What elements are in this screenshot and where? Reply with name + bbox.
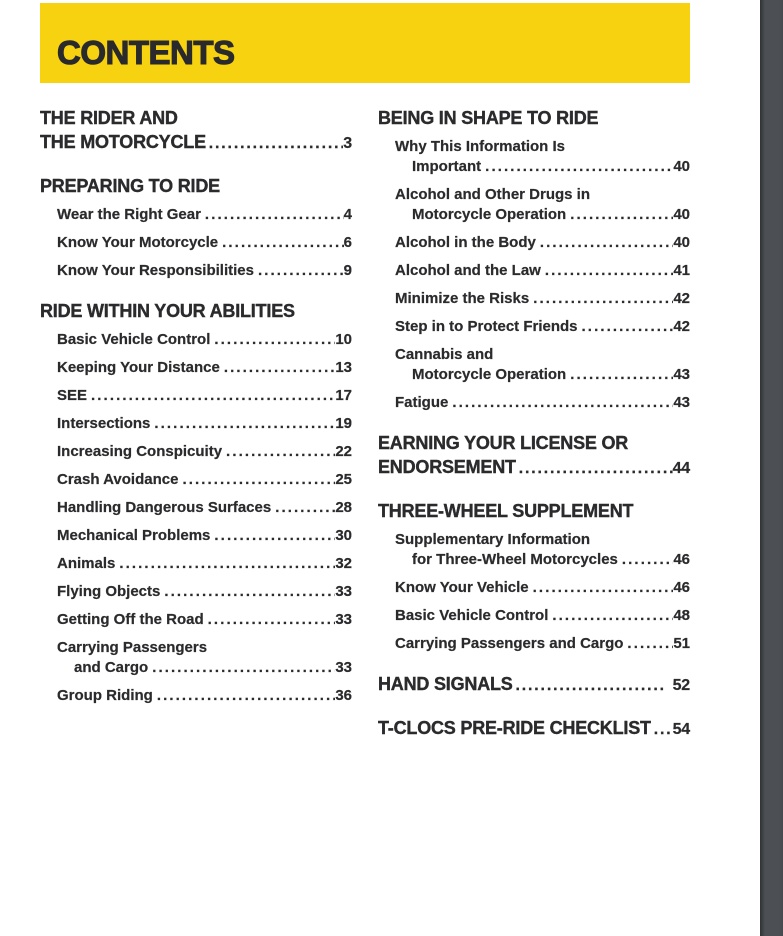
heading-text: EARNING YOUR LICENSE OR (378, 433, 629, 453)
page-number: 33 (335, 611, 352, 628)
dot-leader (214, 526, 335, 546)
page-number: 28 (335, 499, 352, 516)
entry-row (40, 205, 352, 225)
toc-section-heading (40, 174, 352, 198)
entry-text: Cannabis and (395, 346, 494, 363)
toc-entry (40, 526, 352, 546)
page-number: 13 (335, 359, 352, 376)
entry-text: for Three-Wheel Motorcycles (412, 551, 618, 568)
dot-leader (533, 578, 674, 598)
toc-section-heading (378, 499, 690, 523)
page-number: 42 (673, 318, 690, 335)
entry-text: Basic Vehicle Control (395, 607, 549, 624)
entry-text: SEE (57, 387, 88, 404)
entry-row (378, 578, 690, 598)
dot-leader (224, 358, 335, 378)
dot-leader (516, 674, 665, 698)
entry-row (40, 610, 352, 630)
entry-text: Flying Objects (57, 583, 161, 600)
page-number: 40 (673, 234, 690, 251)
toc-section (378, 716, 690, 742)
entry-text: Minimize the Risks (395, 290, 530, 307)
entry-row (40, 498, 352, 518)
toc-section (40, 106, 352, 156)
dot-leader (91, 386, 335, 406)
toc-entry (40, 386, 352, 406)
toc-entry (40, 638, 352, 678)
toc-section-heading (40, 299, 352, 323)
contents-banner (40, 3, 690, 83)
dot-leader (570, 205, 673, 225)
toc-entry (378, 261, 690, 281)
dot-leader (582, 317, 674, 337)
toc-entry (40, 554, 352, 574)
entry-row (40, 414, 352, 434)
page-number: 52 (672, 677, 690, 694)
entry-row (378, 365, 690, 385)
entry-row (378, 634, 690, 654)
page-number: 46 (673, 551, 690, 568)
page-number: 40 (673, 206, 690, 223)
dot-leader (214, 330, 335, 350)
entry-text: Intersections (57, 415, 151, 432)
entry-row (378, 317, 690, 337)
page-number: 51 (673, 635, 690, 652)
dot-leader (182, 470, 335, 490)
toc-entry (40, 205, 352, 225)
entry-text: Alcohol and the Law (395, 262, 541, 279)
toc-section (378, 431, 690, 481)
entry-row (40, 470, 352, 490)
dot-leader (154, 414, 335, 434)
dot-leader (519, 457, 673, 481)
page-number: 22 (335, 443, 352, 460)
toc-section (40, 299, 352, 706)
dot-leader (119, 554, 335, 574)
toc-entries (378, 530, 690, 654)
toc-section-heading (378, 455, 690, 481)
entry-text: Step in to Protect Friends (395, 318, 578, 335)
page-number: 9 (343, 262, 352, 279)
toc-section (378, 499, 690, 654)
page-number: 30 (335, 527, 352, 544)
entry-text: Increasing Conspicuity (57, 443, 223, 460)
dot-leader (208, 610, 336, 630)
dot-leader (222, 233, 344, 253)
toc-section (378, 672, 690, 698)
dot-leader (622, 550, 673, 570)
page-number: 43 (673, 366, 690, 383)
dot-leader (627, 634, 673, 654)
entry-text: Alcohol and Other Drugs in (395, 186, 591, 203)
toc-entries (40, 205, 352, 281)
toc-entry (40, 358, 352, 378)
dot-leader (533, 289, 673, 309)
dot-leader (226, 442, 335, 462)
entry-row (40, 582, 352, 602)
entry-row (378, 157, 690, 177)
page-number: 33 (335, 659, 352, 676)
entry-text: Keeping Your Distance (57, 359, 220, 376)
toc-entry (378, 317, 690, 337)
page-number: 3 (343, 135, 352, 152)
entry-row (40, 261, 352, 281)
entry-text: Fatigue (395, 394, 449, 411)
toc-section (378, 106, 690, 413)
heading-text: PREPARING TO RIDE (40, 176, 220, 196)
dot-leader (157, 686, 335, 706)
toc-entry (40, 470, 352, 490)
entry-text: Why This Information Is (395, 138, 566, 155)
toc-section-heading (40, 106, 352, 130)
toc-entry (378, 233, 690, 253)
page-title: CONTENTS (57, 33, 235, 71)
page-number: 17 (335, 387, 352, 404)
toc-entry (40, 686, 352, 706)
entry-row (378, 261, 690, 281)
toc-entry (40, 582, 352, 602)
entry-row (378, 606, 690, 626)
page-number: 19 (335, 415, 352, 432)
toc-section-heading (378, 672, 690, 698)
toc-entry (40, 233, 352, 253)
toc-entry (378, 137, 690, 177)
entry-text: Crash Avoidance (57, 471, 179, 488)
entry-row (40, 526, 352, 546)
toc-entry (378, 185, 690, 225)
entry-text: Getting Off the Road (57, 611, 204, 628)
entry-text: and Cargo (74, 659, 149, 676)
entry-text: Important (412, 158, 482, 175)
dot-leader (545, 261, 673, 281)
toc-entry (378, 393, 690, 413)
heading-text: THE RIDER AND (40, 108, 178, 128)
toc-entry (40, 610, 352, 630)
toc-entry (378, 606, 690, 626)
page-number: 6 (343, 234, 352, 251)
entry-text: Mechanical Problems (57, 527, 211, 544)
page-number: 40 (673, 158, 690, 175)
book-gutter-strip (760, 0, 783, 936)
entry-text: Carrying Passengers and Cargo (395, 635, 624, 652)
entry-row (40, 554, 352, 574)
page-number: 46 (673, 579, 690, 596)
entry-text: Know Your Vehicle (395, 579, 529, 596)
toc-entries (378, 137, 690, 413)
heading-text: RIDE WITHIN YOUR ABILITIES (40, 301, 295, 321)
entry-row (40, 442, 352, 462)
entry-text: Wear the Right Gear (57, 206, 201, 223)
dot-leader (205, 205, 344, 225)
heading-text: THE MOTORCYCLE (40, 132, 206, 152)
dot-leader (485, 157, 673, 177)
page-number: 43 (673, 394, 690, 411)
heading-text: ENDORSEMENT (378, 457, 516, 477)
entry-row (40, 330, 352, 350)
entry-row (378, 289, 690, 309)
toc-entry (40, 330, 352, 350)
toc-entry (40, 498, 352, 518)
heading-text: HAND SIGNALS (378, 674, 513, 694)
entry-text: Know Your Motorcycle (57, 234, 219, 251)
heading-text: THREE-WHEEL SUPPLEMENT (378, 501, 634, 521)
toc-entry (40, 261, 352, 281)
page-number: 36 (335, 687, 352, 704)
page-number: 32 (335, 555, 352, 572)
entry-text: Animals (57, 555, 116, 572)
toc-section-heading (378, 431, 690, 455)
toc-section-heading (378, 716, 690, 742)
toc-column (40, 106, 352, 742)
entry-row (40, 233, 352, 253)
dot-leader (540, 233, 673, 253)
dot-leader (164, 582, 335, 602)
dot-leader (452, 393, 673, 413)
entry-row (378, 550, 690, 570)
toc-column (378, 106, 690, 742)
dot-leader (275, 498, 335, 518)
page-number: 33 (335, 583, 352, 600)
dot-leader (209, 132, 343, 156)
entry-text: Supplementary Information (395, 531, 591, 548)
entry-row (378, 233, 690, 253)
toc-entry (40, 414, 352, 434)
page-number: 41 (673, 262, 690, 279)
toc-entry (378, 578, 690, 598)
toc-section (40, 174, 352, 281)
entry-row (40, 358, 352, 378)
entry-text: Handling Dangerous Surfaces (57, 499, 272, 516)
page-number: 42 (673, 290, 690, 307)
page-number: 4 (343, 206, 352, 223)
table-of-contents (40, 106, 690, 742)
toc-entry (378, 634, 690, 654)
toc-entry (40, 442, 352, 462)
toc-entry (378, 345, 690, 385)
entry-text: Know Your Responsibilities (57, 262, 254, 279)
dot-leader (258, 261, 344, 281)
dot-leader (552, 606, 673, 626)
heading-text: BEING IN SHAPE TO RIDE (378, 108, 599, 128)
page-number: 25 (335, 471, 352, 488)
page-number: 10 (335, 331, 352, 348)
toc-section-heading (40, 130, 352, 156)
dot-leader (152, 658, 335, 678)
entry-text: Motorcycle Operation (412, 206, 567, 223)
entry-text: Group Riding (57, 687, 153, 704)
toc-entry (378, 289, 690, 309)
page-number: 54 (672, 721, 690, 738)
entry-row (40, 386, 352, 406)
entry-row (378, 393, 690, 413)
entry-text: Basic Vehicle Control (57, 331, 211, 348)
toc-entry (378, 530, 690, 570)
dot-leader (570, 365, 673, 385)
toc-entries (40, 330, 352, 706)
entry-text: Motorcycle Operation (412, 366, 567, 383)
entry-row (40, 658, 352, 678)
entry-row (40, 686, 352, 706)
dot-leader (654, 718, 673, 742)
entry-row (378, 205, 690, 225)
page-number: 48 (673, 607, 690, 624)
entry-text: Alcohol in the Body (395, 234, 536, 251)
entry-text: Carrying Passengers (57, 639, 208, 656)
page-number: 44 (672, 460, 690, 477)
heading-text: T-CLOCS PRE-RIDE CHECKLIST (378, 718, 651, 738)
toc-section-heading (378, 106, 690, 130)
